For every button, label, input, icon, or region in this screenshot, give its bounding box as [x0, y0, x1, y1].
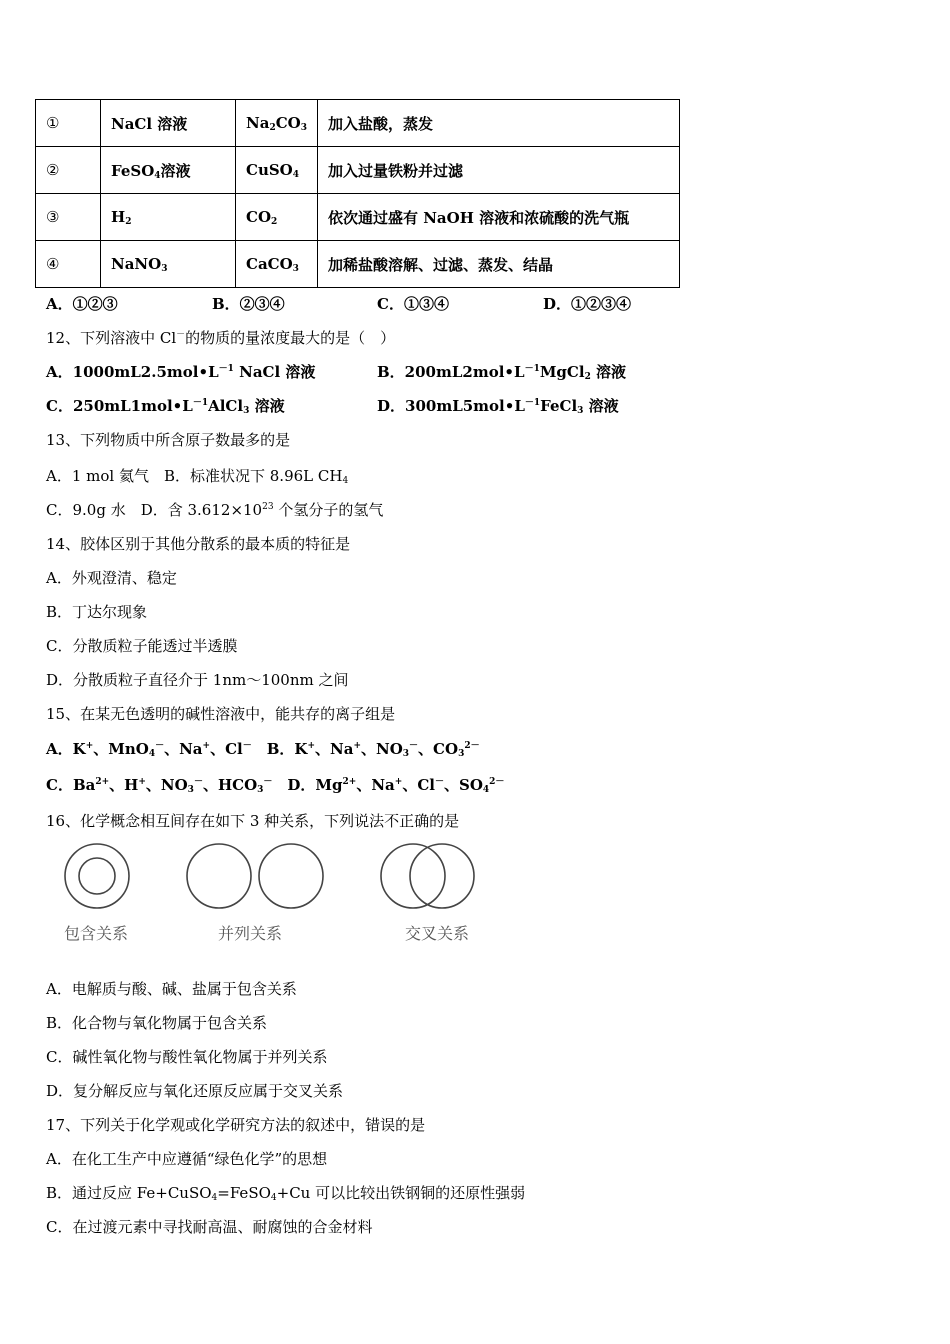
q16-option-b[interactable]: B．化合物与氧化物属于包含关系	[46, 1014, 268, 1032]
contain-relation-icon	[65, 844, 129, 908]
diagram-label-parallel: 并列关系	[218, 924, 283, 943]
q12-option-c[interactable]: C．$250mL1mol•L^{-1}AlCl_3$ 溶液	[46, 397, 285, 416]
q13-stem: 13、下列物质中所含原子数最多的是	[46, 431, 291, 449]
q17-stem: 17、下列关于化学观或化学研究方法的叙述中，错误的是	[46, 1116, 426, 1134]
method-cell: 加稀盐酸溶解、过滤、蒸发、结晶	[317, 241, 679, 288]
row-number: ①	[36, 100, 101, 147]
q14-option-b[interactable]: B．丁达尔现象	[46, 603, 148, 621]
table-row	[36, 241, 680, 288]
q14-stem: 14、胶体区别于其他分散系的最本质的特征是	[46, 535, 351, 553]
method-cell: 加入盐酸，蒸发	[317, 100, 679, 147]
q14-option-d[interactable]: D．分散质粒子直径介于 1nm～100nm 之间	[46, 671, 349, 689]
table-row	[36, 147, 680, 194]
relationship-diagram	[50, 838, 490, 953]
q11-option-b[interactable]: B．②③④	[212, 295, 285, 313]
impurity-cell: $Na_2CO_3$	[236, 100, 318, 147]
substance-cell: NaCl 溶液	[101, 100, 236, 147]
q15-options-cd[interactable]: C．$Ba^{2+}$、H+、$NO_3^-$、$HCO_3^-$ D．$Mg^{2+}$、Na+、Cl－、$SO_4^{2-}$	[46, 776, 505, 795]
q17-option-c[interactable]: C．在过渡元素中寻找耐高温、耐腐蚀的合金材料	[46, 1218, 373, 1236]
q12-option-a[interactable]: A．$1000mL2.5mol•L^{-1}$ NaCl 溶液	[46, 363, 316, 381]
impurity-cell: CuSO$_4$	[236, 147, 318, 194]
impurity-cell: $CO_2$	[236, 194, 318, 241]
q16-option-a[interactable]: A．电解质与酸、碱、盐属于包含关系	[46, 980, 297, 998]
row-number: ④	[36, 241, 101, 288]
q11-option-a[interactable]: A．①②③	[46, 295, 118, 313]
row-number: ③	[36, 194, 101, 241]
q12-option-b[interactable]: B．$200mL2mol•L^{-1}MgCl_2$ 溶液	[377, 363, 627, 382]
substance-cell: FeSO$_4$溶液	[101, 147, 236, 194]
intersect-relation-icon	[381, 844, 474, 908]
q15-options-ab[interactable]: A．K+、MnO$_4$－、Na+、Cl－ B．K+、Na+、$NO_3^-$、$CO_3^{2-}$	[46, 740, 480, 759]
substance-cell: $H_2$	[101, 194, 236, 241]
q13-options-ab[interactable]: A．1 mol 氦气 B．标准状况下 8.96L $CH_4$	[46, 467, 349, 486]
q17-option-b[interactable]: B．通过反应 Fe+CuSO$_4$=FeSO$_4$+Cu 可以比较出铁钢铜的还原性强弱	[46, 1184, 526, 1203]
diagram-label-intersect: 交叉关系	[405, 924, 470, 943]
diagram-label-contain: 包含关系	[64, 924, 129, 943]
q17-option-a[interactable]: A．在化工生产中应遵循“绿色化学”的思想	[46, 1150, 328, 1168]
table-row	[36, 100, 680, 147]
q14-option-a[interactable]: A．外观澄清、稳定	[46, 569, 177, 587]
row-number: ②	[36, 147, 101, 194]
table-row	[36, 194, 680, 241]
q12-option-d[interactable]: D．$300mL5mol•L^{-1}FeCl_3$ 溶液	[377, 397, 619, 416]
substance-cell: NaNO$_3$	[101, 241, 236, 288]
impurity-cell: CaCO$_3$	[236, 241, 318, 288]
parallel-relation-icon	[187, 844, 323, 908]
q16-option-d[interactable]: D．复分解反应与氧化还原反应属于交叉关系	[46, 1082, 344, 1100]
q11-option-c[interactable]: C．①③④	[377, 295, 449, 313]
purification-table	[35, 99, 680, 288]
q15-stem: 15、在某无色透明的碱性溶液中，能共存的离子组是	[46, 705, 396, 723]
q11-option-d[interactable]: D．①②③④	[543, 295, 632, 313]
q16-option-c[interactable]: C．碱性氧化物与酸性氧化物属于并列关系	[46, 1048, 328, 1066]
method-cell: 加入过量铁粉并过滤	[317, 147, 679, 194]
q13-options-cd[interactable]: C．9.0g 水 D．含 $3.612\times 10^{23}$ 个氢分子的氢气	[46, 501, 384, 519]
q12-stem: 12、下列溶液中 Cl－的物质的量浓度最大的是（ ）	[46, 329, 396, 347]
q14-option-c[interactable]: C．分散质粒子能透过半透膜	[46, 637, 238, 655]
q16-stem: 16、化学概念相互间存在如下 3 种关系，下列说法不正确的是	[46, 812, 460, 830]
method-cell: 依次通过盛有 NaOH 溶液和浓硫酸的洗气瓶	[317, 194, 679, 241]
